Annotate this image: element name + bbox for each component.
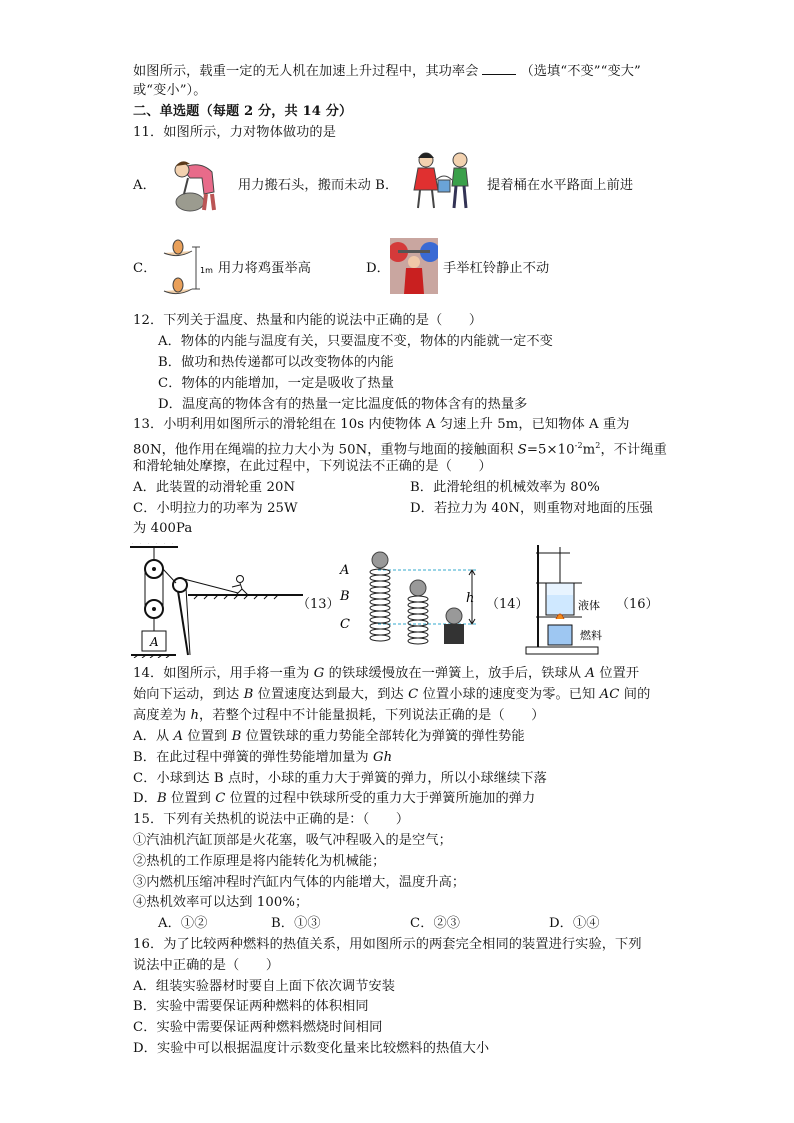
- q13-option-b: B．此滑轮组的机械效率为 80%: [410, 480, 600, 495]
- q13-option-d-line2: 为 400Pa: [133, 521, 193, 536]
- q10-line2: 或“变小”）。: [133, 83, 207, 98]
- height-label: 1m: [200, 266, 213, 275]
- q15-option-d: D．①④: [549, 916, 600, 931]
- q15-option-c: C．②③: [410, 916, 461, 931]
- label-b: B: [340, 589, 350, 604]
- q12-option-d: D．温度高的物体含有的热量一定比温度低的物体含有的热量多: [158, 397, 528, 412]
- carry-bucket-figure: [408, 150, 478, 214]
- q13-stem-line2: 80N，他作用在绳端的拉力大小为 50N，重物与地面的接触面积 $S=5\times 10^{-2}m^2$，不计绳重: [133, 441, 667, 458]
- q13-option-a: A．此装置的动滑轮重 20N: [133, 480, 296, 495]
- liquid-label: 液体: [578, 599, 600, 612]
- q14-stem-line1: 14．如图所示，用手将一重为 G 的铁球缓慢放在一弹簧上，放手后，铁球从 A 位置开: [133, 666, 640, 681]
- q11-option-a-text: 用力搬石头，搬而未动 B．: [238, 178, 399, 193]
- block-label: A: [150, 635, 159, 649]
- q14-option-c: C．小球到达 B 点时，小球的重力大于弹簧的弹力，所以小球继续下落: [133, 771, 547, 786]
- q11-option-d-text: 手举杠铃静止不动: [443, 261, 550, 276]
- q16-stem-line1: 16．为了比较两种燃料的热值关系，用如图所示的两套完全相同的装置进行实验，下列: [133, 937, 642, 952]
- q15-item-2: ②热机的工作原理是将内能转化为机械能；: [133, 854, 386, 869]
- label-a: A: [340, 563, 350, 578]
- q16-option-a: A．组装实验器材时要自上面下依次调节安装: [133, 979, 396, 994]
- q13-stem-line3: 和滑轮轴处摩擦，在此过程中，下列说法不正确的是（ ）: [133, 459, 492, 474]
- q15-item-3: ③内燃机压缩冲程时汽缸内气体的内能增大，温度升高；: [133, 875, 466, 890]
- q15-item-1: ①汽油机汽缸顶部是火花塞，吸气冲程吸入的是空气；: [133, 833, 452, 848]
- q12-option-a: A．物体的内能与温度有关，只要温度不变，物体的内能就一定不变: [158, 334, 553, 349]
- q14-option-a: A．从 A 位置到 B 位置铁球的重力势能全部转化为弹簧的弹性势能: [133, 729, 525, 744]
- q14-option-d: D．B 位置到 C 位置的过程中铁球所受的重力大于弹簧所施加的弹力: [133, 791, 536, 806]
- q11-option-c-letter: C．: [133, 261, 157, 276]
- pulley-figure: [128, 543, 308, 658]
- q14-stem-line2: 始向下运动，到达 B 位置速度达到最大，到达 C 位置小球的速度变为零。已知 AC 间的: [133, 687, 651, 702]
- barbell-figure: [390, 238, 438, 294]
- q11-option-c-text: 用力将鸡蛋举高: [218, 261, 312, 276]
- q14-option-b: B．在此过程中弹簧的弹性势能增加量为 Gh: [133, 750, 393, 765]
- q16-option-c: C．实验中需要保证两种燃料燃烧时间相同: [133, 1020, 383, 1035]
- lift-stone-figure: [160, 150, 226, 214]
- q15-stem: 15．下列有关热机的说法中正确的是：（ ）: [133, 812, 410, 827]
- q13-stem-line1: 13．小明利用如图所示的滑轮组在 10s 内使物体 A 匀速上升 5m，已知物体 A 重为: [133, 417, 630, 432]
- q15-option-a: A．①②: [158, 916, 208, 931]
- fig14-caption: （14）: [486, 597, 529, 612]
- q16-option-d: D．实验中可以根据温度计示数变化量来比较燃料的热值大小: [133, 1041, 490, 1056]
- q12-option-c: C．物体的内能增加，一定是吸收了热量: [158, 376, 395, 391]
- q12-stem: 12．下列关于温度、热量和内能的说法中正确的是（ ）: [133, 313, 483, 328]
- q11-option-a-letter: A．: [133, 178, 156, 193]
- q16-option-b: B．实验中需要保证两种燃料的体积相同: [133, 999, 369, 1014]
- q15-item-4: ④热机效率可以达到 100%；: [133, 895, 309, 910]
- fig16-caption: （16）: [616, 597, 659, 612]
- q12-option-b: B．做功和热传递都可以改变物体的内能: [158, 355, 394, 370]
- fuel-label: 燃料: [580, 629, 602, 642]
- answer-blank: [482, 62, 516, 75]
- q16-stem-line2: 说法中正确的是（ ）: [133, 958, 280, 973]
- label-h: h: [466, 591, 475, 606]
- q10-line1: 如图所示，载重一定的无人机在加速上升过程中，其功率会 （选填“不变”“变大”: [133, 64, 641, 79]
- q11-stem: 11．如图所示，力对物体做功的是: [133, 125, 337, 140]
- q11-option-d-letter: D．: [366, 261, 390, 276]
- burner-figure: [520, 543, 618, 658]
- section-heading: 二、单选题（每题 2 分，共 14 分）: [133, 104, 353, 119]
- q14-stem-line3: 高度差为 h，若整个过程中不计能量损耗，下列说法正确的是（ ）: [133, 708, 545, 723]
- fig13-caption: （13）: [297, 597, 340, 612]
- raise-egg-figure: [156, 233, 214, 299]
- q13-option-d-line1: D．若拉力为 40N，则重物对地面的压强: [410, 501, 653, 516]
- spring-figure: [338, 548, 488, 650]
- label-c: C: [340, 617, 350, 632]
- q15-option-b: B．①③: [271, 916, 321, 931]
- q11-option-b-text: 提着桶在水平路面上前进: [487, 178, 634, 193]
- q13-option-c: C．小明拉力的功率为 25W: [133, 501, 298, 516]
